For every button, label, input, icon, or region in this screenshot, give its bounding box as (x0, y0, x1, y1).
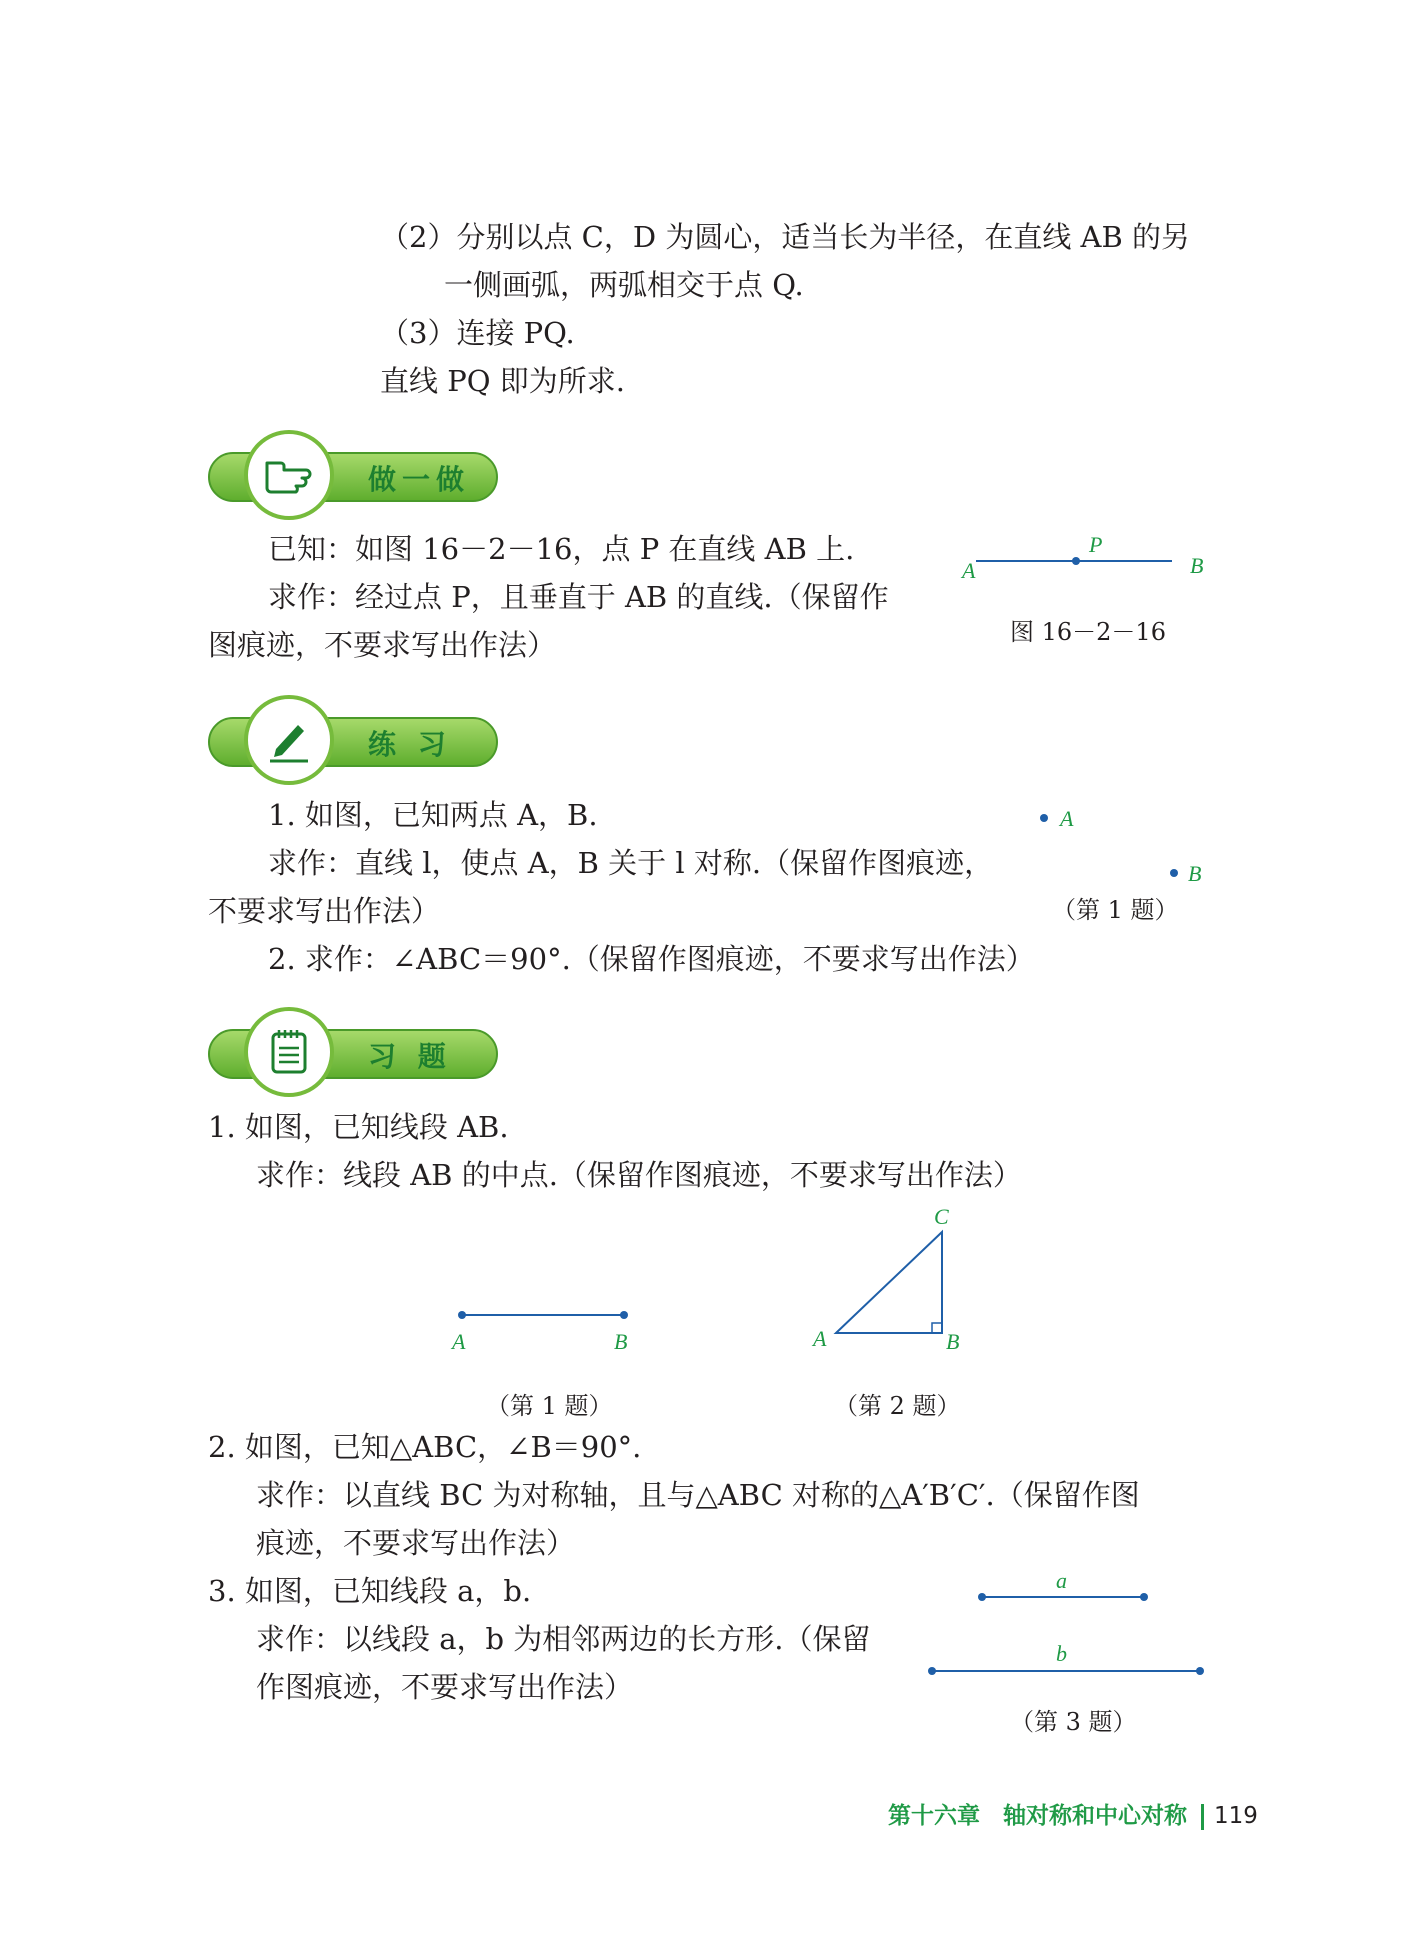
xiti-fig1-endpoint-b (620, 1311, 628, 1319)
zuo-task-line-1: 求作：经过点 P，且垂直于 AB 的直线.（保留作 (268, 580, 889, 614)
xiti-fig2-triangle (836, 1232, 942, 1333)
xiti-fig1-endpoint-a (458, 1311, 466, 1319)
xiti-q1-line-1: 1. 如图，已知线段 AB. (208, 1110, 509, 1144)
chapter-title: 第十六章 轴对称和中心对称 (888, 1803, 1187, 1829)
lianxi-point-a (1040, 814, 1048, 822)
xiti-fig1-label-a: A (452, 1329, 466, 1354)
footer-divider (1201, 1804, 1204, 1830)
page-footer (888, 1797, 1258, 1830)
lianxi-q1-line-2: 求作：直线 l，使点 A，B 关于 l 对称.（保留作图痕迹， (268, 846, 994, 880)
xiti-fig2-label-b: B (946, 1329, 960, 1354)
xiti-q1-line-2: 求作：线段 AB 的中点.（保留作图痕迹，不要求写出作法） (256, 1158, 1022, 1192)
xiti-q2-line-3: 痕迹，不要求写出作法） (256, 1526, 576, 1560)
fig16-caption: 图 16－2－16 (1010, 618, 1166, 646)
lian-xi-title: 练 习 (368, 728, 452, 761)
zuo-yi-zuo-title: 做一做 (368, 463, 471, 496)
fig16-point-p (1072, 557, 1080, 565)
xiti-fig3-caption: （第 3 题） (1010, 1708, 1137, 1736)
fig16-label-p: P (1089, 532, 1103, 557)
xiti-q3-line-1: 3. 如图，已知线段 a，b. (208, 1574, 532, 1608)
xiti-fig3-a-end1 (978, 1593, 986, 1601)
fig16-label-b: B (1190, 553, 1204, 578)
fig16-label-a: A (962, 558, 976, 583)
lianxi-label-a: A (1060, 806, 1074, 831)
xi-ti-title: 习 题 (368, 1040, 452, 1073)
page-number: 119 (1214, 1803, 1258, 1829)
lianxi-q1-line-1: 1. 如图，已知两点 A，B. (268, 798, 598, 832)
xiti-q2-line-2: 求作：以直线 BC 为对称轴，且与△ABC 对称的△A′B′C′.（保留作图 (256, 1478, 1140, 1512)
xiti-fig1-label-b: B (614, 1329, 628, 1354)
xiti-fig2-label-a: A (813, 1326, 827, 1351)
xiti-q2-line-1: 2. 如图，已知△ABC，∠B＝90°. (208, 1430, 642, 1464)
lianxi-caption: （第 1 题） (1052, 896, 1179, 924)
zuo-given: 已知：如图 16－2－16，点 P 在直线 AB 上. (268, 532, 855, 566)
step-2-line-1: （2）分别以点 C，D 为圆心，适当长为半径，在直线 AB 的另 (380, 220, 1191, 254)
lianxi-point-b (1170, 869, 1178, 877)
conclusion: 直线 PQ 即为所求. (380, 364, 625, 398)
zuo-task-line-2: 图痕迹，不要求写出作法） (208, 628, 557, 662)
xiti-fig3-a-end2 (1140, 1593, 1148, 1601)
xiti-fig2-label-c: C (934, 1204, 949, 1229)
step-3: （3）连接 PQ. (380, 316, 575, 350)
lianxi-label-b: B (1188, 861, 1202, 886)
xiti-fig3-b-end1 (928, 1667, 936, 1675)
xiti-fig3-label-a: a (1056, 1568, 1067, 1593)
xiti-fig3-label-b: b (1056, 1641, 1067, 1666)
xiti-q3-line-2: 求作：以线段 a，b 为相邻两边的长方形.（保留 (256, 1622, 871, 1656)
step-2-line-2: 一侧画弧，两弧相交于点 Q. (444, 268, 804, 302)
xiti-fig2-caption: （第 2 题） (834, 1392, 961, 1420)
lianxi-q1-line-3: 不要求写出作法） (208, 894, 441, 928)
xiti-fig2-right-angle-mark (932, 1323, 942, 1333)
xiti-fig1-caption: （第 1 题） (486, 1392, 613, 1420)
xiti-q3-line-3: 作图痕迹，不要求写出作法） (256, 1670, 634, 1704)
xiti-fig3-b-end2 (1196, 1667, 1204, 1675)
lianxi-q2: 2. 求作：∠ABC＝90°.（保留作图痕迹，不要求写出作法） (268, 942, 1035, 976)
